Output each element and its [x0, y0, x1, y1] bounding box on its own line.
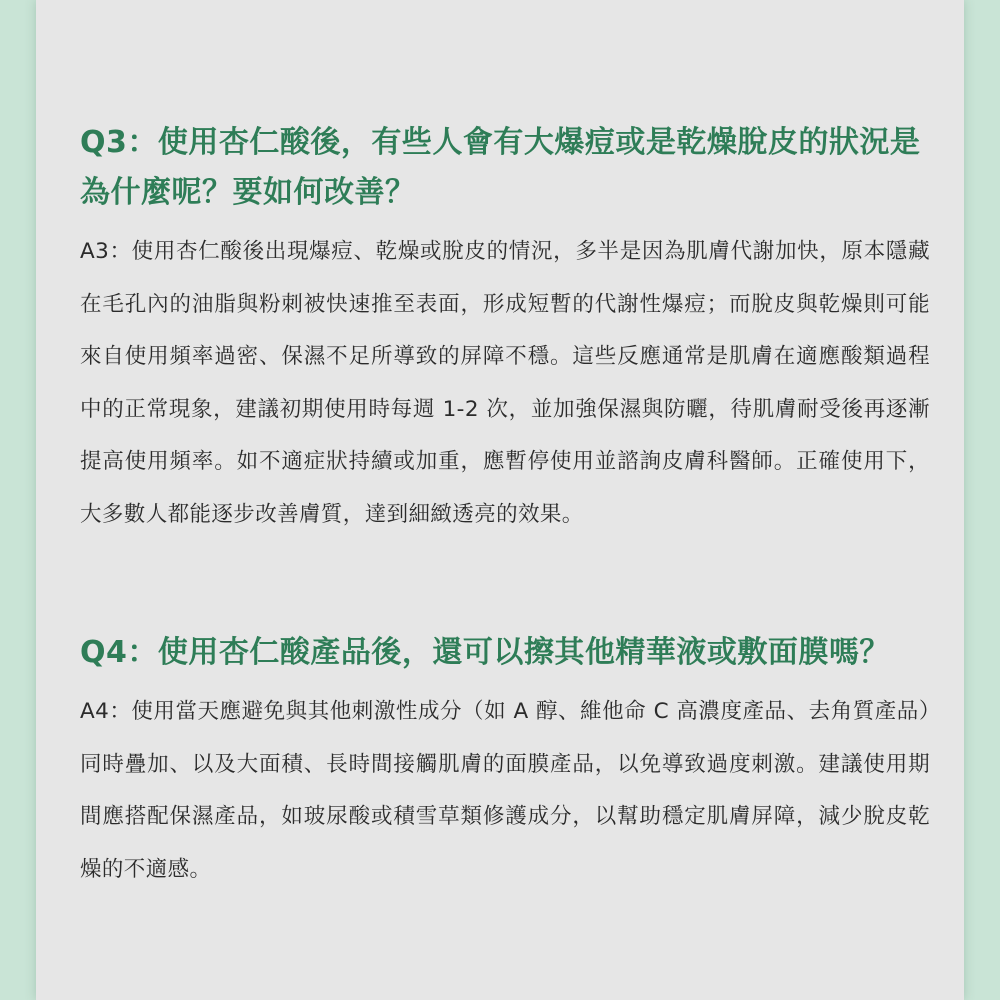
answer-a4: A4：使用當天應避免與其他刺激性成分（如 A 醇、維他命 C 高濃度產品、去角質產品）同時疊加、以及大面積、長時間接觸肌膚的面膜產品，以免導致過度刺激。建議使用期間應搭配保濕產品，如玻尿酸或積雪草類修護成分，以幫助穩定肌膚屏障，減少脫皮乾燥的不適感。 — [80, 699, 930, 882]
faq-page — [36, 0, 964, 1000]
answer-a3: A3：使用杏仁酸後出現爆痘、乾燥或脫皮的情況，多半是因為肌膚代謝加快，原本隱藏在毛孔內的油脂與粉刺被快速推至表面，形成短暫的代謝性爆痘；而脫皮與乾燥則可能來自使用頻率過密、保濕不足所導致的屏障不穩。這些反應通常是肌膚在適應酸類過程中的正常現象，建議初期使用時每週 1-2 次，並加強保濕與防曬，待肌膚耐受後再逐漸提高使用頻率。如不適症狀持續或加重，應暫停使用並諮詢皮膚科醫師。正確使用下，大多數人都能逐步改善膚質，達到細緻透亮的效果。 — [80, 239, 930, 527]
faq-item-q3 — [80, 118, 930, 541]
question-q4: Q4：使用杏仁酸產品後，還可以擦其他精華液或敷面膜嗎？ — [80, 635, 890, 670]
faq-item-q4 — [80, 628, 930, 896]
question-q3: Q3：使用杏仁酸後，有些人會有大爆痘或是乾燥脫皮的狀況是為什麼呢？要如何改善？ — [80, 125, 921, 210]
